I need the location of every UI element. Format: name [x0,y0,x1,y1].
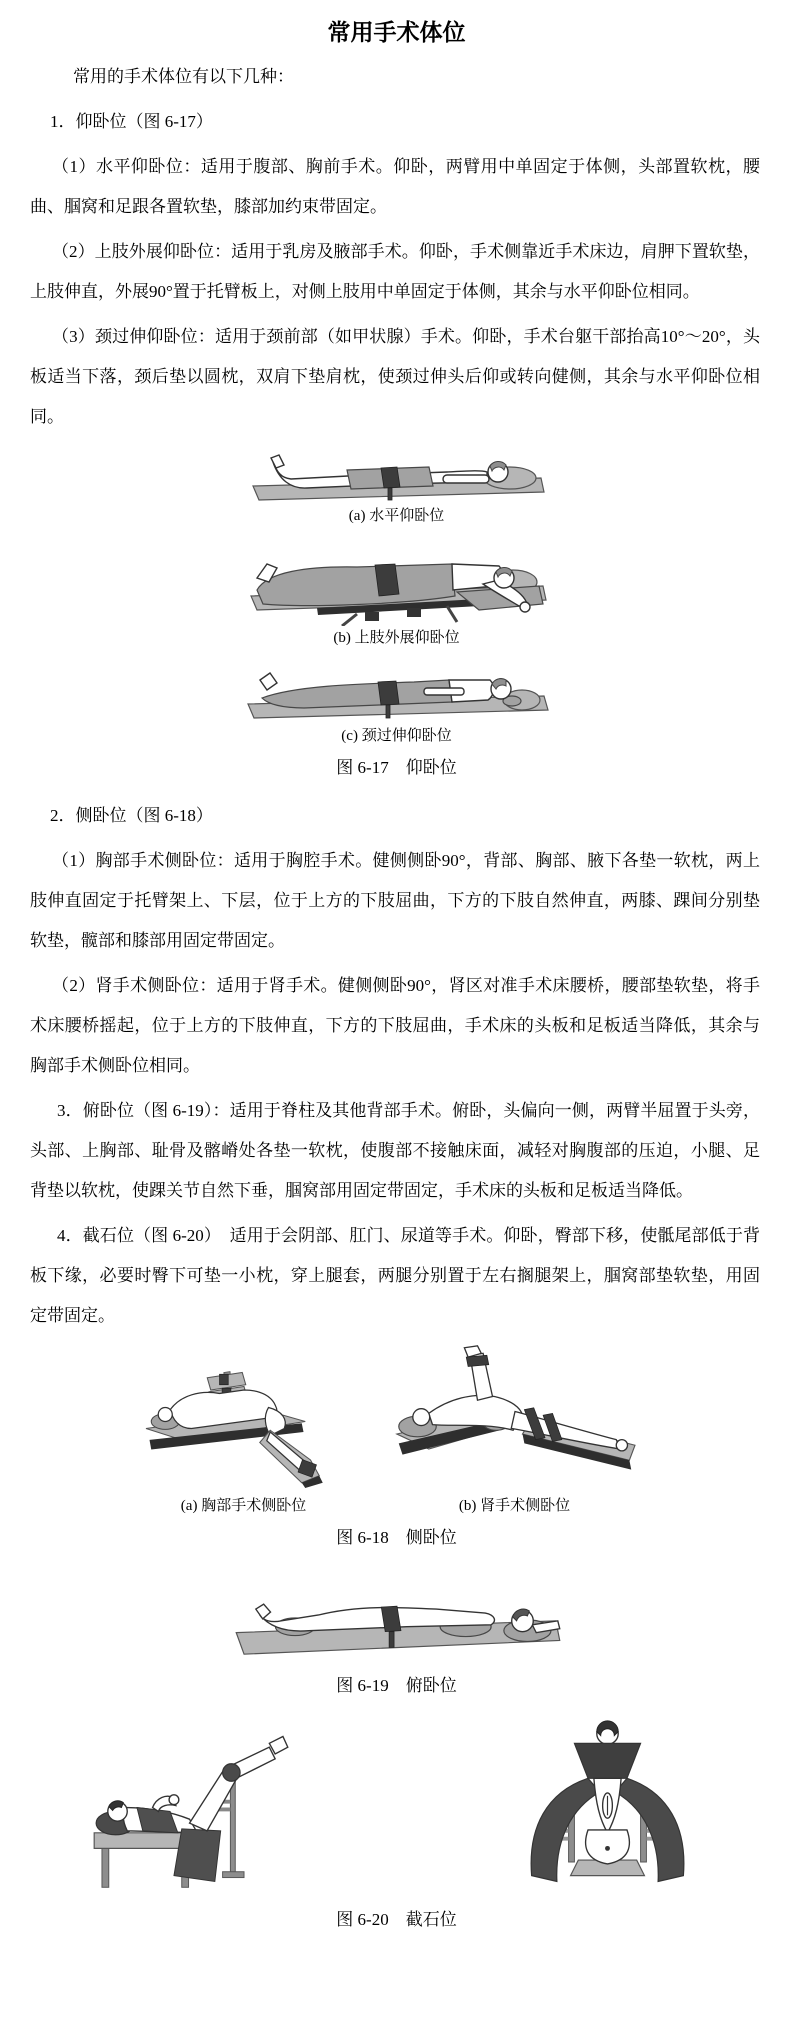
figure-6-18-a [139,1344,349,1516]
figure-6-17 [0,442,793,782]
intro-paragraph: 常用的手术体位有以下几种： [73,67,294,86]
section-3-paragraph: 3．俯卧位（图 6-19）：适用于脊柱及其他背部手术。俯卧，头偏向一侧，两臂半屈置于头旁，头部、上胸部、耻骨及髂嵴处各垫一软枕，使腹部不接触床面，减轻对胸腹部的压迫，小腿、足背垫以软枕，使踝关节自然下垂，腘窝部用固定带固定，手术床的头板和足板适当降低。 [30,1101,760,1200]
figure-6-18-caption: 图 6-18 侧卧位 [336,1528,457,1547]
figure-6-20-b-illustration [510,1718,705,1898]
figure-6-17-a-illustration [247,442,547,504]
figure-6-19 [0,1564,793,1700]
page-title: 常用手术体位 [327,20,466,45]
figure-6-20-a-illustration [88,1718,293,1898]
section-2-heading: 2．侧卧位（图 6-18） [50,806,213,825]
figure-6-18-b-caption: (b) 肾手术侧卧位 [458,1498,571,1514]
figure-6-17-c-illustration [244,656,550,724]
figure-6-17-caption: 图 6-17 仰卧位 [336,758,457,777]
figure-6-17-b-illustration [247,534,547,626]
figure-6-19-caption: 图 6-19 俯卧位 [336,1676,457,1695]
section-4-paragraph: 4．截石位（图 6-20） 适用于会阴部、肛门、尿道等手术。仰卧，臀部下移，使骶尾部低于背板下缘，必要时臀下可垫一小枕，穿上腿套，两腿分别置于左右搁腿架上，腘窝部垫软垫，用固定带固定。 [30,1226,760,1325]
section-2-item-2: （2）肾手术侧卧位：适用于肾手术。健侧侧卧90°，肾区对准手术床腰桥，腰部垫软垫，将手术床腰桥摇起，位于上方的下肢伸直，下方的下肢屈曲，手术床的头板和足板适当降低，其余与胸部手术侧卧位相同。 [30,976,760,1075]
figure-6-20 [0,1718,793,1934]
section-2-item-1: （1）胸部手术侧卧位：适用于胸腔手术。健侧侧卧90°，背部、胸部、腋下各垫一软枕，两上肢伸直固定于托臂架上、下层，位于上方的下肢屈曲，下方的下肢自然伸直，两膝、踝间分别垫软垫，髋部和膝部用固定带固定。 [30,851,760,950]
section-1-item-1: （1）水平仰卧位：适用于腹部、胸前手术。仰卧，两臂用中单固定于体侧，头部置软枕，腰曲、腘窝和足跟各置软垫，膝部加约束带固定。 [30,157,760,216]
figure-6-18-a-illustration [139,1349,349,1494]
section-1-item-3: （3）颈过伸仰卧位：适用于颈前部（如甲状腺）手术。仰卧，手术台躯干部抬高10°～20°，头板适当下落，颈后垫以圆枕，双肩下垫肩枕，使颈过伸头后仰或转向健侧，其余与水平仰卧位相同。 [30,327,760,426]
figure-6-18 [0,1344,793,1552]
section-1-item-2: （2）上肢外展仰卧位：适用于乳房及腋部手术。仰卧，手术侧靠近手术床边，肩胛下置软垫，上肢伸直，外展90°置于托臂板上，对侧上肢用中单固定于体侧，其余与水平仰卧位相同。 [30,242,760,301]
figure-6-17-a-caption: (a) 水平仰卧位 [348,508,445,524]
section-1-heading: 1．仰卧位（图 6-17） [50,112,213,131]
figure-6-19-illustration [228,1564,566,1664]
figure-6-18-b-illustration [375,1344,655,1494]
figure-6-20-caption: 图 6-20 截石位 [336,1910,457,1929]
figure-6-18-b [375,1344,655,1516]
figure-6-17-c-caption: (c) 颈过伸仰卧位 [341,728,452,744]
figure-6-17-b-caption: (b) 上肢外展仰卧位 [333,630,460,646]
figure-6-18-a-caption: (a) 胸部手术侧卧位 [180,1498,307,1514]
